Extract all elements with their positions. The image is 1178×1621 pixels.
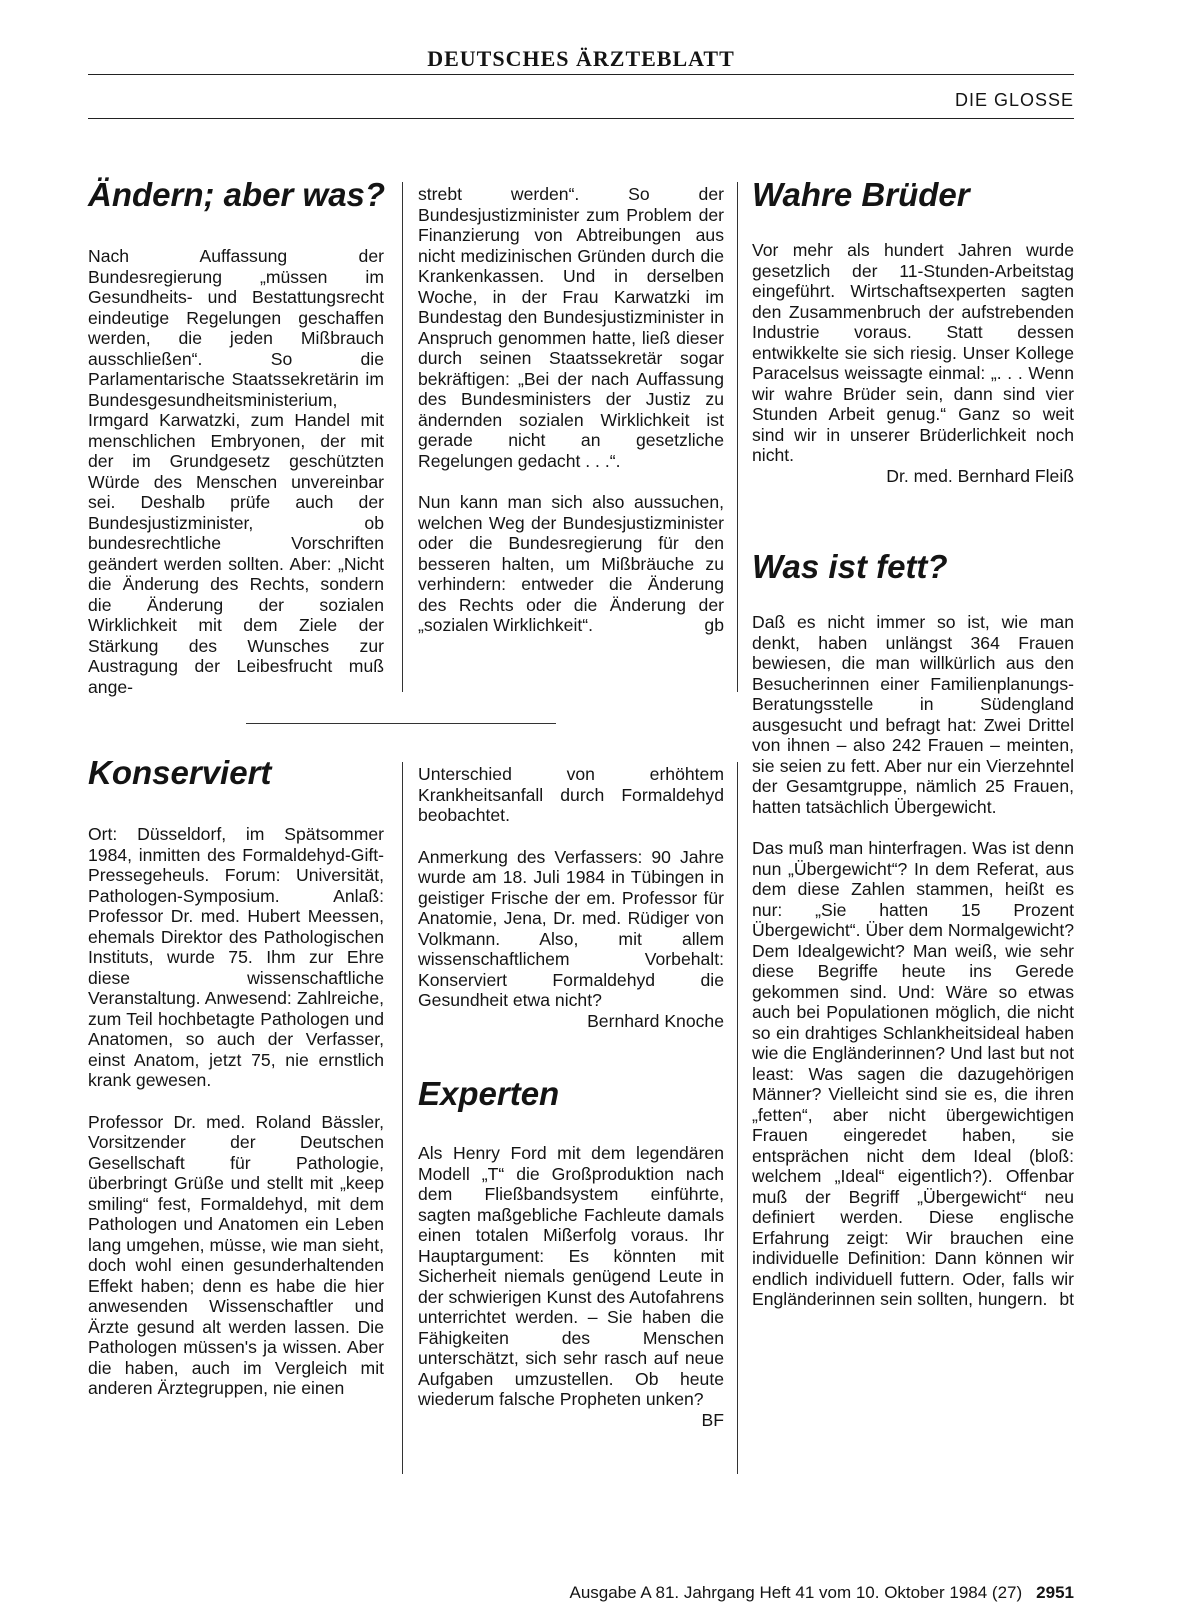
article-konserviert-paragraph-4 [418, 846, 724, 1031]
article-fett-col [752, 612, 1074, 1310]
headline-brueder: Wahre Brüder [752, 176, 970, 213]
article-experten-signature: BF [701, 1409, 724, 1430]
article-konserviert-col1 [88, 824, 384, 1399]
column-divider-lower-right [737, 762, 738, 1474]
section-label: DIE GLOSSE [954, 90, 1074, 110]
article-brueder-signature: Dr. med. Bernhard Fleiß [886, 465, 1074, 486]
article-fett-paragraph-1: Daß es nicht immer so ist, wie man denkt, haben unlängst 364 Frauen bewiesen, die man willkürlich aus den Besucherinnen einer Familienplanungs-Beratungsstelle in Südengland ausgesucht und befragt hat: Zwei Drittel von ihnen – also 242 Frauen – meinten, sie seien zu fett. Aber nur ein Vierzehntel der Gesamtgruppe, nämlich 25 Frauen, hatten tatsächlich Übergewicht. [752, 612, 1074, 817]
article-experten-col [418, 1143, 724, 1430]
article-aendern-paragraph-3-text: Nun kann man sich also aussuchen, welchen Weg der Bundesjustizminister oder die Bundesregierung für den besseren halten, um Mißbräuche zu verhindern: entweder die Änderung des Rechts oder die Änderung der „sozialen Wirklichkeit“. [418, 492, 724, 635]
article-aendern-paragraph-2: strebt werden“. So der Bundesjustizminister zum Problem der Finanzierung von Abtreibungen aus nicht medizinischen Gründen durch die Krankenkassen. Und in derselben Woche, in der Frau Karwatzki im Bundestag den Bundesjustizminister in Anspruch genommen hatte, ließ dieser durch seinen Staatssekretär sogar bekräftigen: „Bei der nach Auffassung des Bundesministers der Justiz zu ändernden sozialen Wirklichkeit ist gerade nicht an gesetzliche Regelungen gedacht . . .“. [418, 184, 724, 471]
article-aendern-col1 [88, 246, 384, 697]
masthead: DEUTSCHES ÄRZTEBLATT [427, 46, 735, 71]
article-konserviert-paragraph-2: Professor Dr. med. Roland Bässler, Vorsitzender der Deutschen Gesellschaft für Pathologie, überbringt Grüße und stellt mit „keep smiling“ fest, Formaldehyd, mit dem Pathologen und Anatomen ein Leben lang umgehen, müsse, wie man sieht, doch wohl einen gesunderhaltenden Effekt haben; denn es habe die hier anwesenden Wissenschaftler und Ärzte gesund alt werden lassen. Die Pathologen müssen's ja wissen. Aber die haben, auch im Vergleich mit anderen Ärztegruppen, nie einen [88, 1111, 384, 1398]
article-aendern-paragraph-3 [418, 492, 724, 636]
article-aendern-paragraph-1: Nach Auffassung der Bundesregierung „müssen im Gesundheits- und Bestattungsrecht eindeutige Regelungen geschaffen werden, die jeden Mißbrauch ausschließen“. So die Parlamentarische Staatssekretärin im Bundesgesundheitsministerium, Irmgard Karwatzki, zum Handel mit menschlichen Embryonen, der mit der im Grundgesetz geschützten Würde des Menschen unvereinbar sei. Deshalb prüfe auch der Bundesjustizminister, ob bundesrechtliche Vorschriften geändert werden sollten. Aber: „Nicht die Änderung des Rechts, sondern die Änderung der sozialen Wirklichkeit mit dem Ziele der Stärkung des Wunsches zur Austragung der Leibesfrucht muß ange- [88, 246, 384, 697]
headline-fett: Was ist fett? [752, 548, 948, 585]
article-fett-signature: bt [1059, 1289, 1074, 1309]
article-konserviert-paragraph-4-text: Anmerkung des Verfassers: 90 Jahre wurde am 18. Juli 1984 in Tübingen in geistiger Frische der em. Professor für Anatomie, Jena, Dr. med. Rüdiger von Volkmann. Also, mit allem wissenschaftlichem Vorbehalt: Konserviert Formaldehyd die Gesundheit etwa nicht? [418, 846, 724, 1010]
column-divider-lower-left [402, 762, 403, 1474]
header-rule-top [88, 74, 1074, 75]
footer [569, 1583, 1074, 1603]
footer-issue: Ausgabe A 81. Jahrgang Heft 41 vom 10. Oktober 1984 (27) [569, 1583, 1023, 1602]
article-fett-paragraph-2 [752, 838, 1074, 1310]
article-experten-paragraph-1 [418, 1143, 724, 1430]
column-divider-upper-right [737, 182, 738, 692]
article-aendern-col2 [418, 184, 724, 636]
header-rule-bottom [88, 118, 1074, 119]
article-fett-paragraph-2-text: Das muß man hinterfragen. Was ist denn nun „Übergewicht“? In dem Referat, aus dem diese Zahlen stammen, heißt es nur: „Sie hatten 15 Prozent Übergewicht“. Über dem Normalgewicht? Dem Idealgewicht? Man weiß, wie sehr diese Begriffe heute ins Gerede gekommen sind. Und: Wäre so etwas auch bei Populationen möglich, die nicht so ein drahtiges Schlankheitsideal haben wie die Engländerinnen? Und last but not least: Was sagen die dazugehörigen Männer? Vielleicht sind sie es, die ihren „fetten“, aber nicht übergewichtigen Frauen eingeredet haben, sie entsprächen nicht dem Ideal (bloß: welchem „Ideal“ eigentlich?). Offenbar muß der Begriff „Übergewicht“ neu definiert werden. Diese englische Erfahrung zeigt: Wir brauchen eine individuelle Definition: Dann können wir endlich individuell futtern. Oder, falls wir Engländerinnen sein sollten, hungern. [752, 838, 1074, 1309]
article-brueder-paragraph-1: Vor mehr als hundert Jahren wurde gesetzlich der 11-Stunden-Arbeitstag eingeführt. Wirtschaftsexperten sagten den Zusammenbruch der aufstrebenden Industrie voraus. Statt dessen entwikkelte sie sich riesig. Unser Kollege Paracelsus weissagte einmal: „. . . Wenn wir wahre Brüder sein, dann sind vier Stunden Arbeit genug.“ Ganz so weit sind wir in unserer Brüderlichkeit noch nicht. [752, 240, 1074, 465]
headline-aendern: Ändern; aber was? [88, 176, 386, 213]
article-konserviert-paragraph-1: Ort: Düsseldorf, im Spätsommer 1984, inmitten des Formaldehyd-Gift-Pressegeheuls. Forum: Universität, Pathologen-Symposium. Anlaß: Professor Dr. med. Hubert Meessen, ehemals Direktor des Pathologischen Instituts, wurde 75. Ihm zur Ehre diese wissenschaftliche Veranstaltung. Anwesend: Zahlreiche, zum Teil hochbetagte Pathologen und Anatomen, so auch der Verfasser, einst Anatom, jetzt 75, nie ernstlich krank gewesen. [88, 824, 384, 1090]
headline-experten: Experten [418, 1075, 560, 1112]
headline-konserviert: Konserviert [88, 754, 272, 791]
article-brueder-col [752, 240, 1074, 486]
article-konserviert-signature: Bernhard Knoche [587, 1010, 724, 1031]
article-konserviert-col2 [418, 764, 724, 1031]
article-aendern-signature: gb [704, 615, 724, 635]
article-konserviert-paragraph-3: Unterschied von erhöhtem Krankheitsanfall durch Formaldehyd beobachtet. [418, 764, 724, 825]
footer-page-number: 2951 [1036, 1583, 1074, 1602]
article-experten-paragraph-1-text: Als Henry Ford mit dem legendären Modell „T“ die Großproduktion nach dem Fließbandsystem einführte, sagten maßgebliche Fachleute damals einen totalen Mißerfolg voraus. Ihr Hauptargument: Es könnten mit Sicherheit niemals genügend Leute in der schwierigen Kunst des Autofahrens unterrichtet werden. – Sie haben die Fähigkeiten des Menschen unterschätzt, sich sehr rasch auf neue Aufgaben umzustellen. Ob heute wiederum falsche Propheten unken? [418, 1143, 724, 1409]
column-divider-upper-left [402, 182, 403, 692]
section-divider-horizontal [246, 723, 556, 724]
